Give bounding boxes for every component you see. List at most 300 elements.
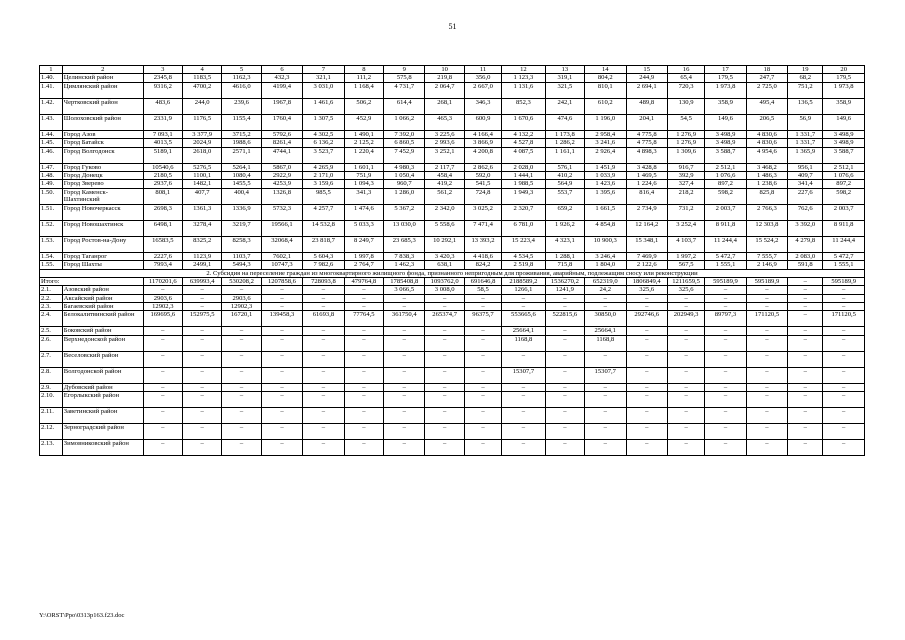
value-cell: 3 498,9	[823, 130, 865, 138]
value-cell: –	[667, 440, 704, 456]
value-cell: –	[183, 408, 222, 424]
value-cell: –	[788, 303, 823, 311]
value-cell: 1 286,0	[384, 188, 425, 204]
value-cell: –	[261, 327, 302, 335]
value-cell: 409,7	[788, 172, 823, 180]
value-cell: 8 911,8	[705, 220, 746, 236]
value-cell: 5 367,2	[384, 204, 425, 220]
value-cell: 3715,2	[222, 130, 261, 138]
value-cell: –	[823, 367, 865, 383]
value-cell: –	[705, 408, 746, 424]
value-cell: –	[545, 367, 584, 383]
value-cell: 202949,3	[667, 311, 704, 327]
value-cell: 1183,5	[183, 74, 222, 82]
value-cell: –	[788, 327, 823, 335]
value-cell: –	[303, 392, 344, 408]
value-cell: 3 246,4	[585, 252, 626, 260]
value-cell: 1 224,6	[626, 180, 667, 188]
total-value: 595189,9	[746, 277, 787, 285]
value-cell: 804,2	[585, 74, 626, 82]
value-cell: 5732,3	[261, 204, 302, 220]
value-cell: –	[788, 286, 823, 294]
value-cell: 68,2	[788, 74, 823, 82]
value-cell: 14 532,8	[303, 220, 344, 236]
column-header: 9	[384, 66, 425, 74]
value-cell: 4 265,9	[303, 163, 344, 171]
value-cell: 458,4	[425, 172, 464, 180]
value-cell: –	[344, 424, 383, 440]
row-number: 2.12.	[40, 424, 63, 440]
value-cell: 2571,1	[222, 147, 261, 163]
value-cell: 7 392,0	[384, 130, 425, 138]
value-cell: –	[746, 335, 787, 351]
value-cell: –	[425, 327, 464, 335]
value-cell: 16720,1	[222, 311, 261, 327]
value-cell: –	[823, 392, 865, 408]
value-cell: 8 249,7	[344, 236, 383, 252]
column-header: 13	[545, 66, 584, 74]
value-cell: 54,5	[667, 114, 704, 130]
value-cell: 3 498,9	[705, 130, 746, 138]
value-cell: 1988,6	[222, 139, 261, 147]
value-cell: 2618,0	[183, 147, 222, 163]
total-row	[40, 277, 865, 285]
value-cell: –	[261, 383, 302, 391]
value-cell: 1326,8	[261, 188, 302, 204]
value-cell: 2 146,9	[746, 261, 787, 269]
value-cell: –	[261, 294, 302, 302]
value-cell: 1155,4	[222, 114, 261, 130]
total-value: 1211659,5	[667, 277, 704, 285]
value-cell: 4199,4	[261, 82, 302, 98]
value-cell: 3 588,7	[823, 147, 865, 163]
table-row	[40, 424, 865, 440]
column-header: 7	[303, 66, 344, 74]
value-cell: 5 558,6	[425, 220, 464, 236]
value-cell: 432,3	[261, 74, 302, 82]
value-cell: –	[183, 424, 222, 440]
value-cell: –	[464, 440, 501, 456]
value-cell: 2 003,7	[823, 204, 865, 220]
value-cell: –	[222, 286, 261, 294]
value-cell: –	[545, 392, 584, 408]
value-cell: –	[222, 383, 261, 391]
value-cell: 15307,7	[502, 367, 546, 383]
value-cell: 325,6	[667, 286, 704, 294]
row-number: 1.45.	[40, 139, 63, 147]
value-cell: 553665,6	[502, 311, 546, 327]
row-number: 1.47.	[40, 163, 63, 171]
value-cell: 2 766,3	[746, 204, 787, 220]
row-number: 2.7.	[40, 351, 63, 367]
value-cell: –	[823, 286, 865, 294]
value-cell: –	[261, 440, 302, 456]
value-cell: 483,6	[143, 98, 182, 114]
value-cell: 638,1	[425, 261, 464, 269]
row-name: Цимлянский район	[62, 82, 143, 98]
value-cell: 3 866,9	[464, 139, 501, 147]
value-cell: 1 804,0	[585, 261, 626, 269]
value-cell: 23 818,7	[303, 236, 344, 252]
value-cell: 2180,5	[143, 172, 182, 180]
row-name: Город Таганрог	[62, 252, 143, 260]
value-cell: –	[303, 286, 344, 294]
value-cell: 2903,6	[143, 294, 182, 302]
value-cell: 8258,3	[222, 236, 261, 252]
value-cell: –	[303, 294, 344, 302]
value-cell: 15307,7	[585, 367, 626, 383]
value-cell: –	[667, 424, 704, 440]
value-cell: 10540,6	[143, 163, 182, 171]
value-cell: –	[384, 408, 425, 424]
value-cell: 1336,9	[222, 204, 261, 220]
value-cell: 1 973,8	[823, 82, 865, 98]
row-name: Чертковский район	[62, 98, 143, 114]
value-cell: –	[425, 335, 464, 351]
value-cell: –	[502, 303, 546, 311]
subsidy-table	[39, 65, 865, 456]
value-cell: –	[222, 440, 261, 456]
value-cell: 1 123,3	[502, 74, 546, 82]
table-row	[40, 408, 865, 424]
value-cell: 239,6	[222, 98, 261, 114]
value-cell: 265374,7	[425, 311, 464, 327]
value-cell: 1 168,4	[344, 82, 383, 98]
table-row	[40, 294, 865, 302]
value-cell: –	[585, 351, 626, 367]
value-cell: –	[303, 335, 344, 351]
column-header: 2	[62, 66, 143, 74]
value-cell: 4 323,1	[545, 236, 584, 252]
row-name: Город Новочеркасск	[62, 204, 143, 220]
value-cell: –	[788, 408, 823, 424]
value-cell: 5276,5	[183, 163, 222, 171]
header-row	[40, 66, 865, 74]
row-number: 2.4.	[40, 311, 63, 327]
value-cell: –	[545, 335, 584, 351]
column-header: 12	[502, 66, 546, 74]
value-cell: 6 136,2	[303, 139, 344, 147]
value-cell: –	[585, 383, 626, 391]
table-row	[40, 114, 865, 130]
value-cell: 1 066,2	[384, 114, 425, 130]
total-value: 530208,2	[222, 277, 261, 285]
row-number: 2.10.	[40, 392, 63, 408]
value-cell: 139458,3	[261, 311, 302, 327]
value-cell: 1266,1	[502, 286, 546, 294]
value-cell: 1176,5	[183, 114, 222, 130]
value-cell: –	[502, 408, 546, 424]
value-cell: 960,7	[384, 180, 425, 188]
row-name: Зимовниковский район	[62, 440, 143, 456]
value-cell: 23 685,3	[384, 236, 425, 252]
value-cell: –	[823, 383, 865, 391]
value-cell: –	[143, 327, 182, 335]
value-cell: 810,1	[585, 82, 626, 98]
value-cell: 2 926,4	[585, 147, 626, 163]
value-cell: 2698,3	[143, 204, 182, 220]
value-cell: –	[183, 303, 222, 311]
footer-file-path: Y:\ORST\Ppo\0313p163.f23.doc	[39, 612, 125, 619]
value-cell: 247,7	[746, 74, 787, 82]
row-name: Целинский район	[62, 74, 143, 82]
value-cell: 1 331,7	[788, 130, 823, 138]
value-cell: 731,2	[667, 204, 704, 220]
value-cell: 400,4	[222, 188, 261, 204]
value-cell: –	[183, 383, 222, 391]
value-cell: 321,5	[545, 82, 584, 98]
value-cell: 7602,1	[261, 252, 302, 260]
value-cell: 7 471,4	[464, 220, 501, 236]
value-cell: 77764,5	[344, 311, 383, 327]
value-cell: –	[626, 294, 667, 302]
value-cell: –	[746, 392, 787, 408]
value-cell: 8261,4	[261, 139, 302, 147]
value-cell: 13 030,0	[384, 220, 425, 236]
value-cell: –	[823, 408, 865, 424]
value-cell: 1 286,2	[545, 139, 584, 147]
value-cell: 1241,9	[545, 286, 584, 294]
value-cell: –	[425, 294, 464, 302]
row-number: 2.3.	[40, 303, 63, 311]
value-cell: 1 949,3	[502, 188, 546, 204]
value-cell: –	[788, 440, 823, 456]
row-name: Боковский район	[62, 327, 143, 335]
value-cell: 3278,4	[183, 220, 222, 236]
value-cell: 1967,8	[261, 98, 302, 114]
row-name: Заветинский район	[62, 408, 143, 424]
value-cell: 292746,6	[626, 311, 667, 327]
value-cell: –	[183, 392, 222, 408]
value-cell: 4 103,7	[667, 236, 704, 252]
value-cell: 13 393,2	[464, 236, 501, 252]
value-cell: 4616,0	[222, 82, 261, 98]
value-cell: –	[344, 392, 383, 408]
value-cell: –	[261, 424, 302, 440]
row-number: 2.13.	[40, 440, 63, 456]
value-cell: –	[183, 335, 222, 351]
value-cell: 346,3	[464, 98, 501, 114]
value-cell: 720,3	[667, 82, 704, 98]
value-cell: 10 292,1	[425, 236, 464, 252]
value-cell: 1 094,3	[344, 180, 383, 188]
value-cell: –	[746, 303, 787, 311]
value-cell: 3 241,6	[585, 139, 626, 147]
value-cell: –	[667, 294, 704, 302]
column-header: 15	[626, 66, 667, 74]
value-cell: –	[183, 440, 222, 456]
value-cell: –	[222, 424, 261, 440]
value-cell: 1080,4	[222, 172, 261, 180]
row-name: Верхнедонской район	[62, 335, 143, 351]
row-name: Веселовский район	[62, 351, 143, 367]
total-value: 1170201,6	[143, 277, 182, 285]
value-cell: 567,5	[667, 261, 704, 269]
value-cell: 1 555,1	[705, 261, 746, 269]
value-cell: –	[344, 440, 383, 456]
value-cell: 1103,7	[222, 252, 261, 260]
row-name: Город Донецк	[62, 172, 143, 180]
value-cell: –	[502, 294, 546, 302]
value-cell: 489,8	[626, 98, 667, 114]
value-cell: –	[344, 351, 383, 367]
value-cell: 2 512,1	[705, 163, 746, 171]
value-cell: 7 555,7	[746, 252, 787, 260]
value-cell: 4 775,8	[626, 130, 667, 138]
value-cell: 6 860,5	[384, 139, 425, 147]
value-cell: –	[667, 335, 704, 351]
value-cell: –	[585, 294, 626, 302]
value-cell: 591,8	[788, 261, 823, 269]
value-cell: 564,9	[545, 180, 584, 188]
row-name: Город Зверево	[62, 180, 143, 188]
value-cell: –	[705, 327, 746, 335]
value-cell: 2 171,0	[303, 172, 344, 180]
value-cell: –	[502, 351, 546, 367]
row-number: 1.49.	[40, 180, 63, 188]
row-name: Зерноградский район	[62, 424, 143, 440]
value-cell: –	[705, 424, 746, 440]
value-cell: –	[746, 286, 787, 294]
value-cell: –	[788, 383, 823, 391]
value-cell: 4 954,6	[746, 147, 787, 163]
value-cell: –	[183, 351, 222, 367]
value-cell: –	[303, 408, 344, 424]
value-cell: –	[705, 392, 746, 408]
value-cell: –	[183, 367, 222, 383]
row-name: Город Шахты	[62, 261, 143, 269]
value-cell: 419,2	[425, 180, 464, 188]
value-cell: –	[344, 286, 383, 294]
value-cell: 3 252,4	[667, 220, 704, 236]
value-cell: 1 988,5	[502, 180, 546, 188]
value-cell: 3 498,9	[705, 139, 746, 147]
value-cell: –	[823, 303, 865, 311]
value-cell: 1455,5	[222, 180, 261, 188]
table-row	[40, 383, 865, 391]
table-row	[40, 147, 865, 163]
row-number: 1.52.	[40, 220, 63, 236]
table-row	[40, 311, 865, 327]
value-cell: 3 588,7	[705, 147, 746, 163]
value-cell: 1 196,0	[585, 114, 626, 130]
value-cell: 2903,6	[222, 294, 261, 302]
value-cell: 724,8	[464, 188, 501, 204]
value-cell: 2345,8	[143, 74, 182, 82]
value-cell: 4013,5	[143, 139, 182, 147]
value-cell: –	[788, 351, 823, 367]
value-cell: 321,1	[303, 74, 344, 82]
value-cell: 12 303,8	[746, 220, 787, 236]
row-name: Город Каменск-Шахтинский	[62, 188, 143, 204]
table-row	[40, 139, 865, 147]
value-cell: 327,4	[667, 180, 704, 188]
value-cell: –	[502, 424, 546, 440]
value-cell: –	[344, 383, 383, 391]
value-cell: –	[705, 440, 746, 456]
value-cell: 1 238,6	[746, 180, 787, 188]
value-cell: 5 604,3	[303, 252, 344, 260]
value-cell: 7 982,6	[303, 261, 344, 269]
value-cell: –	[626, 383, 667, 391]
value-cell: 1 050,4	[384, 172, 425, 180]
value-cell: 2 958,4	[585, 130, 626, 138]
value-cell: 4 166,4	[464, 130, 501, 138]
column-header: 11	[464, 66, 501, 74]
value-cell: –	[626, 335, 667, 351]
value-cell: 2 764,7	[344, 261, 383, 269]
value-cell: –	[545, 383, 584, 391]
table-row	[40, 252, 865, 260]
value-cell: 61693,8	[303, 311, 344, 327]
value-cell: 1168,8	[502, 335, 546, 351]
total-value: 639993,4	[183, 277, 222, 285]
value-cell: 65,4	[667, 74, 704, 82]
total-value: 728093,8	[303, 277, 344, 285]
value-cell: 227,6	[788, 188, 823, 204]
table-row	[40, 220, 865, 236]
value-cell: 1 395,6	[585, 188, 626, 204]
value-cell: –	[746, 440, 787, 456]
value-cell: –	[344, 408, 383, 424]
value-cell: 985,5	[303, 188, 344, 204]
value-cell: 1 288,1	[545, 252, 584, 260]
value-cell: 1 076,6	[705, 172, 746, 180]
value-cell: 825,8	[746, 188, 787, 204]
value-cell: 7 452,9	[384, 147, 425, 163]
value-cell: –	[823, 327, 865, 335]
value-cell: –	[464, 303, 501, 311]
value-cell: 495,4	[746, 98, 787, 114]
value-cell: 2 512,1	[823, 163, 865, 171]
value-cell: 16583,5	[143, 236, 182, 252]
column-header: 3	[143, 66, 182, 74]
value-cell: –	[425, 408, 464, 424]
value-cell: 2 122,6	[626, 261, 667, 269]
value-cell: 5 033,3	[344, 220, 383, 236]
value-cell: –	[502, 440, 546, 456]
column-header: 6	[261, 66, 302, 74]
value-cell: 1 486,3	[746, 172, 787, 180]
table-row	[40, 392, 865, 408]
value-cell: 5494,3	[222, 261, 261, 269]
value-cell: –	[788, 335, 823, 351]
table-row	[40, 74, 865, 82]
value-cell: 1 555,1	[823, 261, 865, 269]
column-header: 1	[40, 66, 63, 74]
value-cell: 169695,6	[143, 311, 182, 327]
column-header: 14	[585, 66, 626, 74]
row-name: Город Волгодонск	[62, 147, 143, 163]
table-row	[40, 351, 865, 367]
value-cell: –	[222, 367, 261, 383]
value-cell: 897,2	[705, 180, 746, 188]
value-cell: 111,2	[344, 74, 383, 82]
value-cell: 12 164,2	[626, 220, 667, 236]
value-cell: 219,8	[425, 74, 464, 82]
value-cell: 341,4	[788, 180, 823, 188]
value-cell: 561,2	[425, 188, 464, 204]
row-number: 2.11.	[40, 408, 63, 424]
row-number: 1.54.	[40, 252, 63, 260]
value-cell: 1 365,9	[788, 147, 823, 163]
value-cell: 4 279,8	[788, 236, 823, 252]
value-cell: –	[823, 294, 865, 302]
value-cell: 4 898,3	[626, 147, 667, 163]
value-cell: –	[545, 408, 584, 424]
value-cell: –	[143, 392, 182, 408]
value-cell: –	[545, 327, 584, 335]
